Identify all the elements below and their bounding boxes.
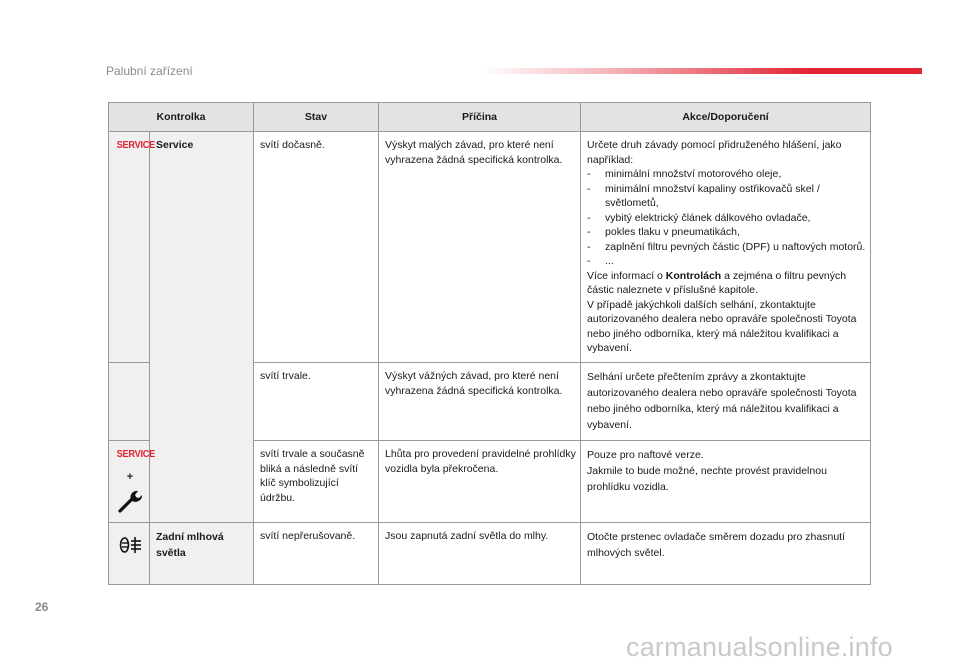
service-cause-serious: Výskyt vážných závad, pro které není vyhrazena žádná specifická kontrolka. (379, 363, 581, 441)
service-name-cell (150, 132, 254, 523)
fog-state: svítí nepřerušovaně. (254, 523, 379, 585)
fog-action: Otočte prstenec ovladače směrem dozadu pro zhasnutí mlhových světel. (581, 523, 871, 585)
fog-icon-cell (109, 523, 150, 585)
warning-lights-table (108, 102, 871, 585)
list-item: - minimální množství kapaliny ostřikovačů skel / světlometů, (587, 182, 866, 211)
fog-cause: Jsou zapnutá zadní světla do mlhy. (379, 523, 581, 585)
service-state-permanent: svítí trvale. (254, 363, 379, 441)
table-row (109, 132, 871, 363)
header-accent-bar (480, 68, 922, 74)
page-number: 26 (35, 600, 49, 614)
service-action-maintenance (581, 441, 871, 523)
service-state-maintenance: svítí trvale a současně bliká a následně svítí klíč symbolizující údržbu. (254, 441, 379, 523)
controls-reference: Kontrolách (665, 269, 722, 282)
action-more-info: Více informací o Kontrolách a zejména o filtru pevných částic naleznete v příslušné kapitole. (587, 269, 847, 296)
list-item: - vybitý elektrický článek dálkového ovladače, (587, 211, 866, 226)
list-item: - zaplnění filtru pevných částic (DPF) u naftových motorů. (587, 240, 866, 255)
service-state-temporary: svítí dočasně. (254, 132, 379, 363)
service-cause-maintenance: Lhůta pro provedení pravidelné prohlídky vozidla byla překročena. (379, 441, 581, 523)
service-action-minor (581, 132, 871, 363)
service-cause-minor: Výskyt malých závad, pro které není vyhrazena žádná specifická kontrolka. (379, 132, 581, 363)
header-action: Akce/Doporučení (581, 103, 871, 132)
action-tail: V případě jakýchkoli dalších selhání, zkontaktujte autorizovaného dealera nebo opraváře společnosti Toyota nebo jiného odborníka, který má náležitou kvalifikaci a vybavení. (587, 298, 857, 354)
list-item: - minimální množství motorového oleje, (587, 167, 866, 182)
table-row (109, 523, 871, 585)
service-warning-icon: SERVICE (116, 449, 155, 460)
service-action-serious: Selhání určete přečtením zprávy a zkontaktujte autorizovaného dealera nebo opraváře společnosti Toyota nebo jiného odborníka, který má náležitou kvalifikaci a vybavení. (581, 363, 871, 441)
list-item: - ... (587, 254, 866, 269)
action-diesel-only: Pouze pro naftové verze. (587, 449, 704, 461)
empty-icon-cell (109, 363, 150, 441)
wrench-icon (117, 488, 143, 514)
page-header-title: Palubní zařízení (106, 64, 193, 78)
service-maintenance-icon-cell (109, 441, 155, 523)
list-item: - pokles tlaku v pneumatikách, (587, 225, 866, 240)
action-schedule-service: Jakmile to bude možné, nechte provést pravidelnou prohlídku vozidla. (587, 465, 827, 493)
action-intro: Určete druh závady pomocí přidruženého hlášení, jako například: (587, 139, 842, 166)
table-header-row (109, 103, 871, 132)
fog-name: Zadní mlhová světla (156, 531, 224, 559)
action-list (587, 167, 866, 269)
plus-icon: + (126, 470, 134, 483)
watermark: carmanualsonline.info (626, 632, 893, 662)
service-name: Service (156, 139, 194, 151)
header-cause: Příčina (379, 103, 581, 132)
fog-name-cell (150, 523, 254, 585)
rear-fog-light-icon (116, 535, 144, 555)
header-indicator: Kontrolka (109, 103, 254, 132)
service-icon-cell (109, 132, 155, 363)
service-warning-icon: SERVICE (116, 140, 155, 151)
header-state: Stav (254, 103, 379, 132)
